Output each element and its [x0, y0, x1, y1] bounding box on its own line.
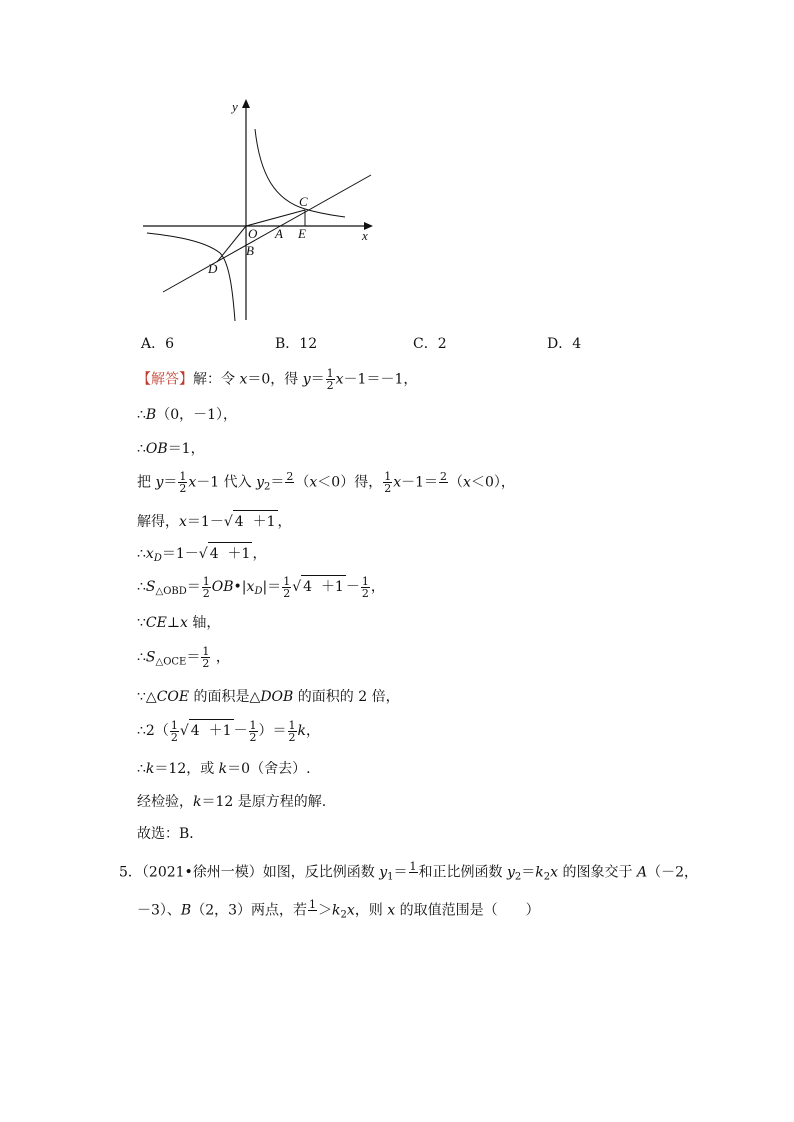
solution-line-6: $\therefore x_D=1-√$ 4 ＋1 ， — [137, 542, 266, 564]
solution-line-13: 经检验，k＝12 是原方程的解. — [137, 794, 327, 810]
solution-line-12: ∴k＝12，或 k＝0（舍去）. — [137, 761, 311, 777]
solution-line-1: 【解答】解：令 x＝0，得 y＝ $\frac{1}{2}$ x－1＝－1， — [137, 367, 418, 392]
question-5-line-2: －3）、B（2，3）两点，若 1 $>k_2x$，则 x 的取值范围是（ ） — [137, 898, 540, 921]
y-axis-arrow — [242, 99, 250, 108]
label-e: E — [298, 226, 306, 241]
option-a: A．6 — [141, 336, 175, 352]
question-5-line-1: 5．（2021•徐州一模）如图，反比例函数 $y_1=$ 1 和正比例函数 $y_2=k_2x$ 的图象交于 A（－2， — [119, 860, 699, 883]
segment-od — [217, 226, 246, 262]
solution-line-14: 故选：B． — [137, 826, 204, 842]
option-b: B．12 — [275, 336, 318, 352]
label-y: y — [232, 99, 238, 114]
hyperbola-branch-q3 — [147, 233, 235, 321]
solution-line-5: 解得，x＝1－√ 4 ＋1 ， — [137, 510, 292, 531]
label-c: C — [299, 194, 308, 209]
solution-line-10: ∵△COE 的面积是△DOB 的面积的 2 倍， — [137, 689, 400, 705]
option-d: D．4 — [547, 336, 582, 352]
option-c: C．2 — [413, 336, 447, 352]
label-o: O — [248, 226, 258, 241]
label-a: A — [275, 226, 283, 241]
line-through-b-a — [163, 175, 371, 292]
solution-line-8: ∵CE⊥x 轴， — [137, 615, 221, 631]
label-d: D — [208, 261, 218, 276]
solution-line-4: 把 y＝ $\frac{1}{2}$ x－1 代入 $y_2=$ 2 （x＜0）得， $\frac{1}{2}$ x－1＝ 2 （x＜0）， — [137, 470, 515, 495]
label-x: x — [362, 228, 368, 243]
solution-line-9: $\therefore S_{\triangle OCE}=$ $\frac{1}{2}$ ， — [137, 645, 230, 670]
segment-oc — [246, 210, 305, 226]
solution-line-3: ∴OB＝1， — [137, 441, 205, 457]
solution-line-7: $\therefore S_{\triangle OBD}=$ $\frac{1}{2}$ $OB•|x_D|=$ $\frac{1}{2}$ √ 4 ＋1 － $\frac{1}{2}$ ， — [137, 574, 385, 600]
solution-line-11: ∴2（ $\frac{1}{2}$ √ 4 ＋1 － $\frac{1}{2}$ ）＝ $\frac{1}{2}$ k， — [137, 718, 320, 744]
label-b: B — [246, 243, 254, 258]
function-graph — [135, 95, 380, 325]
solution-line-2: ∴B（0，－1）， — [137, 407, 238, 423]
